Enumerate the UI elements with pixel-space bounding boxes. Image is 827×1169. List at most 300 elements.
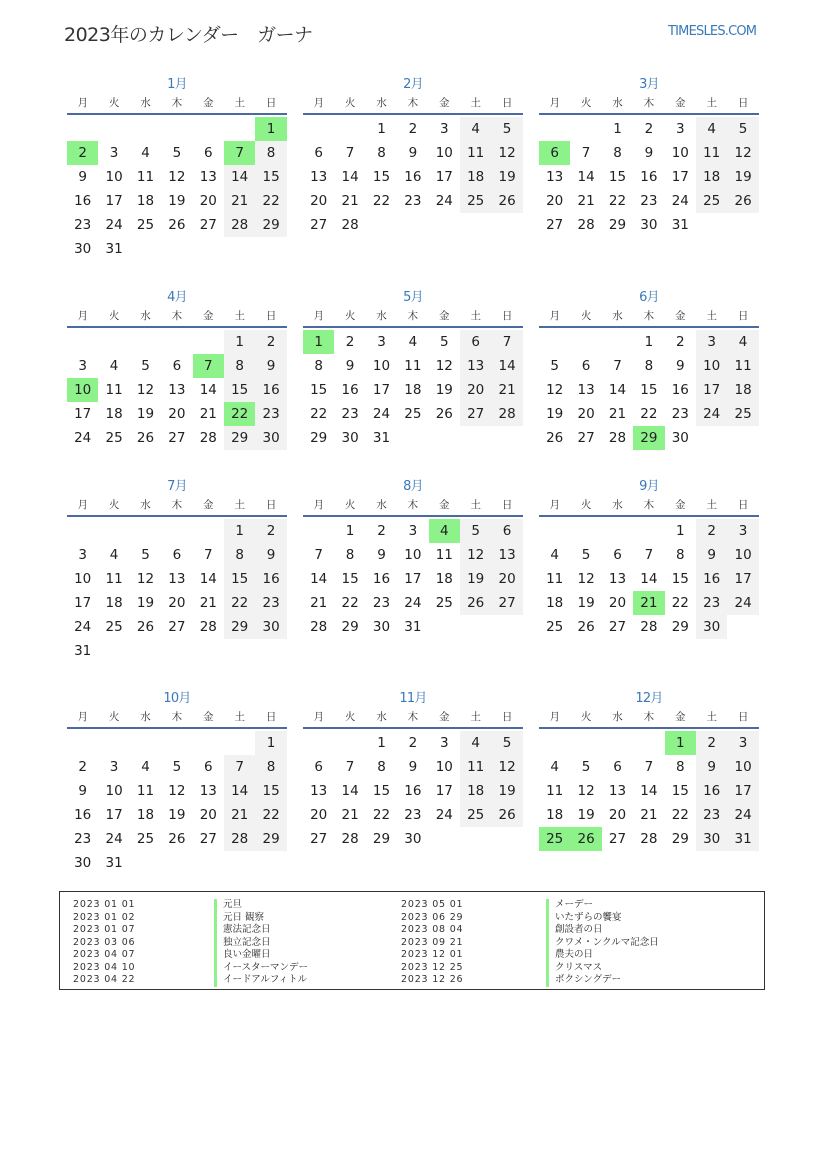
calendar-day[interactable]: 12 xyxy=(467,547,485,563)
calendar-day[interactable]: 5 xyxy=(439,334,449,350)
calendar-day[interactable]: 18 xyxy=(435,571,453,587)
calendar-day[interactable]: 7 xyxy=(644,547,654,563)
calendar-day[interactable]: 25 xyxy=(105,430,123,446)
calendar-day[interactable]: 28 xyxy=(310,619,328,635)
calendar-day[interactable]: 17 xyxy=(671,169,689,185)
calendar-day[interactable]: 13 xyxy=(168,571,186,587)
calendar-day[interactable]: 19 xyxy=(168,807,186,823)
calendar-day[interactable]: 24 xyxy=(74,430,92,446)
calendar-day[interactable]: 21 xyxy=(498,382,516,398)
calendar-day[interactable]: 25 xyxy=(136,217,155,233)
calendar-day[interactable]: 26 xyxy=(546,430,564,446)
calendar-day[interactable]: 29 xyxy=(372,831,391,847)
calendar-day[interactable]: 8 xyxy=(235,358,244,374)
calendar-day[interactable]: 2 xyxy=(707,523,716,539)
calendar-day[interactable]: 25 xyxy=(435,595,453,611)
calendar-day[interactable]: 26 xyxy=(577,619,595,635)
calendar-day[interactable]: 25 xyxy=(404,406,422,422)
calendar-day[interactable]: 4 xyxy=(471,735,480,751)
calendar-day[interactable]: 21 xyxy=(231,807,249,823)
calendar-day[interactable]: 11 xyxy=(546,571,564,587)
calendar-day[interactable]: 2 xyxy=(644,121,654,137)
calendar-day[interactable]: 30 xyxy=(671,430,689,446)
calendar-day[interactable]: 6 xyxy=(314,759,323,775)
calendar-day[interactable]: 6 xyxy=(613,547,622,563)
calendar-day[interactable]: 20 xyxy=(498,571,516,587)
calendar-day[interactable]: 22 xyxy=(608,193,627,209)
calendar-day[interactable]: 18 xyxy=(404,382,422,398)
calendar-day[interactable]: 14 xyxy=(231,169,249,185)
calendar-day[interactable]: 10 xyxy=(734,759,752,775)
calendar-day[interactable]: 24 xyxy=(734,595,752,611)
calendar-day[interactable]: 11 xyxy=(136,169,155,185)
calendar-day[interactable]: 12 xyxy=(734,145,752,161)
calendar-day[interactable]: 14 xyxy=(310,571,328,587)
holiday-day[interactable]: 7 xyxy=(193,354,224,378)
calendar-day[interactable]: 18 xyxy=(136,807,155,823)
holiday-day[interactable]: 29 xyxy=(633,426,664,450)
holiday-day[interactable]: 7 xyxy=(224,141,255,165)
calendar-day[interactable]: 13 xyxy=(608,783,627,799)
calendar-day[interactable]: 24 xyxy=(74,619,92,635)
calendar-day[interactable]: 25 xyxy=(467,193,485,209)
calendar-day[interactable]: 26 xyxy=(168,217,186,233)
calendar-day[interactable]: 17 xyxy=(734,571,752,587)
calendar-day[interactable]: 19 xyxy=(168,193,186,209)
calendar-day[interactable]: 19 xyxy=(577,807,595,823)
calendar-day[interactable]: 8 xyxy=(644,358,654,374)
calendar-day[interactable]: 2 xyxy=(377,523,386,539)
calendar-day[interactable]: 9 xyxy=(408,145,418,161)
calendar-day[interactable]: 19 xyxy=(136,595,155,611)
calendar-day[interactable]: 22 xyxy=(310,406,328,422)
calendar-day[interactable]: 24 xyxy=(734,807,752,823)
holiday-day[interactable]: 4 xyxy=(429,519,460,543)
calendar-day[interactable]: 13 xyxy=(608,571,627,587)
calendar-day[interactable]: 1 xyxy=(644,334,654,350)
calendar-day[interactable]: 11 xyxy=(105,382,123,398)
calendar-day[interactable]: 15 xyxy=(608,169,627,185)
calendar-day[interactable]: 13 xyxy=(310,169,328,185)
calendar-day[interactable]: 29 xyxy=(671,831,689,847)
calendar-day[interactable]: 12 xyxy=(435,358,453,374)
calendar-day[interactable]: 16 xyxy=(372,571,391,587)
calendar-day[interactable]: 19 xyxy=(136,406,155,422)
calendar-day[interactable]: 6 xyxy=(581,358,591,374)
calendar-day[interactable]: 30 xyxy=(640,217,658,233)
calendar-day[interactable]: 23 xyxy=(74,831,92,847)
calendar-day[interactable]: 6 xyxy=(203,145,213,161)
calendar-day[interactable]: 28 xyxy=(231,217,249,233)
calendar-day[interactable]: 14 xyxy=(640,571,658,587)
calendar-day[interactable]: 7 xyxy=(502,334,512,350)
calendar-day[interactable]: 16 xyxy=(74,807,92,823)
calendar-day[interactable]: 3 xyxy=(439,121,449,137)
calendar-day[interactable]: 14 xyxy=(231,783,249,799)
calendar-day[interactable]: 28 xyxy=(341,831,359,847)
calendar-day[interactable]: 2 xyxy=(266,334,276,350)
calendar-day[interactable]: 27 xyxy=(577,430,595,446)
calendar-day[interactable]: 20 xyxy=(467,382,485,398)
calendar-day[interactable]: 2 xyxy=(266,523,276,539)
calendar-day[interactable]: 1 xyxy=(613,121,622,137)
calendar-day[interactable]: 7 xyxy=(613,358,622,374)
calendar-day[interactable]: 10 xyxy=(671,145,689,161)
calendar-day[interactable]: 24 xyxy=(435,193,453,209)
calendar-day[interactable]: 8 xyxy=(675,547,685,563)
calendar-day[interactable]: 27 xyxy=(608,831,627,847)
calendar-day[interactable]: 21 xyxy=(310,595,328,611)
calendar-day[interactable]: 17 xyxy=(105,807,123,823)
calendar-day[interactable]: 5 xyxy=(502,121,512,137)
calendar-day[interactable]: 1 xyxy=(377,121,386,137)
calendar-day[interactable]: 20 xyxy=(199,807,217,823)
calendar-day[interactable]: 20 xyxy=(168,406,186,422)
calendar-day[interactable]: 27 xyxy=(608,619,627,635)
calendar-day[interactable]: 16 xyxy=(703,571,721,587)
calendar-day[interactable]: 30 xyxy=(404,831,422,847)
calendar-day[interactable]: 19 xyxy=(498,169,516,185)
calendar-day[interactable]: 18 xyxy=(546,595,564,611)
calendar-day[interactable]: 4 xyxy=(109,547,119,563)
calendar-day[interactable]: 1 xyxy=(235,334,244,350)
calendar-day[interactable]: 16 xyxy=(703,783,721,799)
calendar-day[interactable]: 3 xyxy=(78,547,87,563)
calendar-day[interactable]: 11 xyxy=(404,358,422,374)
calendar-day[interactable]: 12 xyxy=(168,783,186,799)
calendar-day[interactable]: 20 xyxy=(577,406,595,422)
calendar-day[interactable]: 12 xyxy=(136,571,155,587)
calendar-day[interactable]: 29 xyxy=(262,217,280,233)
calendar-day[interactable]: 17 xyxy=(734,783,752,799)
calendar-day[interactable]: 22 xyxy=(231,595,249,611)
calendar-day[interactable]: 2 xyxy=(675,334,685,350)
calendar-day[interactable]: 17 xyxy=(435,169,453,185)
calendar-day[interactable]: 9 xyxy=(377,547,386,563)
calendar-day[interactable]: 29 xyxy=(341,619,359,635)
calendar-day[interactable]: 3 xyxy=(109,145,119,161)
calendar-day[interactable]: 28 xyxy=(231,831,249,847)
calendar-day[interactable]: 6 xyxy=(471,334,480,350)
calendar-day[interactable]: 31 xyxy=(105,855,123,871)
calendar-day[interactable]: 22 xyxy=(372,807,391,823)
calendar-day[interactable]: 7 xyxy=(644,759,654,775)
calendar-day[interactable]: 2 xyxy=(408,121,418,137)
calendar-day[interactable]: 9 xyxy=(266,547,276,563)
calendar-day[interactable]: 26 xyxy=(498,193,516,209)
calendar-day[interactable]: 27 xyxy=(498,595,516,611)
calendar-day[interactable]: 8 xyxy=(314,358,323,374)
calendar-day[interactable]: 3 xyxy=(408,523,418,539)
calendar-day[interactable]: 21 xyxy=(199,406,217,422)
calendar-day[interactable]: 25 xyxy=(703,193,721,209)
calendar-day[interactable]: 24 xyxy=(435,807,453,823)
calendar-day[interactable]: 6 xyxy=(502,523,512,539)
calendar-day[interactable]: 11 xyxy=(136,783,155,799)
calendar-day[interactable]: 9 xyxy=(408,759,418,775)
calendar-day[interactable]: 14 xyxy=(341,783,359,799)
calendar-day[interactable]: 3 xyxy=(377,334,386,350)
calendar-day[interactable]: 26 xyxy=(136,430,155,446)
calendar-day[interactable]: 24 xyxy=(671,193,689,209)
calendar-day[interactable]: 26 xyxy=(498,807,516,823)
calendar-day[interactable]: 14 xyxy=(498,358,516,374)
calendar-day[interactable]: 24 xyxy=(703,406,721,422)
calendar-day[interactable]: 19 xyxy=(498,783,516,799)
calendar-day[interactable]: 15 xyxy=(262,783,280,799)
calendar-day[interactable]: 20 xyxy=(168,595,186,611)
calendar-day[interactable]: 5 xyxy=(141,358,150,374)
calendar-day[interactable]: 6 xyxy=(172,358,182,374)
calendar-day[interactable]: 8 xyxy=(266,145,276,161)
calendar-day[interactable]: 30 xyxy=(703,619,721,635)
calendar-day[interactable]: 5 xyxy=(172,145,182,161)
calendar-day[interactable]: 5 xyxy=(550,358,559,374)
calendar-day[interactable]: 28 xyxy=(608,430,627,446)
calendar-day[interactable]: 27 xyxy=(199,217,217,233)
holiday-day[interactable]: 25 xyxy=(539,827,570,851)
calendar-day[interactable]: 1 xyxy=(675,523,685,539)
calendar-day[interactable]: 15 xyxy=(262,169,280,185)
calendar-day[interactable]: 7 xyxy=(314,547,323,563)
calendar-day[interactable]: 14 xyxy=(577,169,595,185)
calendar-day[interactable]: 4 xyxy=(141,759,150,775)
calendar-day[interactable]: 9 xyxy=(675,358,685,374)
calendar-day[interactable]: 31 xyxy=(372,430,391,446)
holiday-day[interactable]: 26 xyxy=(570,827,601,851)
calendar-day[interactable]: 29 xyxy=(231,430,249,446)
calendar-day[interactable]: 17 xyxy=(703,382,721,398)
calendar-day[interactable]: 23 xyxy=(262,406,280,422)
calendar-day[interactable]: 5 xyxy=(581,759,591,775)
calendar-day[interactable]: 31 xyxy=(671,217,689,233)
calendar-day[interactable]: 30 xyxy=(341,430,359,446)
calendar-day[interactable]: 19 xyxy=(467,571,485,587)
calendar-day[interactable]: 22 xyxy=(262,807,280,823)
calendar-day[interactable]: 14 xyxy=(608,382,627,398)
calendar-day[interactable]: 15 xyxy=(372,169,391,185)
calendar-day[interactable]: 22 xyxy=(671,807,689,823)
calendar-day[interactable]: 2 xyxy=(345,334,355,350)
calendar-day[interactable]: 15 xyxy=(231,571,249,587)
calendar-day[interactable]: 3 xyxy=(439,735,449,751)
calendar-day[interactable]: 4 xyxy=(550,547,559,563)
calendar-day[interactable]: 20 xyxy=(310,193,328,209)
calendar-day[interactable]: 9 xyxy=(78,169,87,185)
calendar-day[interactable]: 12 xyxy=(498,145,516,161)
calendar-day[interactable]: 3 xyxy=(738,523,748,539)
calendar-day[interactable]: 17 xyxy=(74,595,92,611)
calendar-day[interactable]: 24 xyxy=(105,831,123,847)
calendar-day[interactable]: 9 xyxy=(707,759,716,775)
calendar-day[interactable]: 10 xyxy=(74,571,92,587)
calendar-day[interactable]: 31 xyxy=(404,619,422,635)
calendar-day[interactable]: 4 xyxy=(707,121,716,137)
calendar-day[interactable]: 15 xyxy=(372,783,391,799)
calendar-day[interactable]: 11 xyxy=(734,358,752,374)
calendar-day[interactable]: 20 xyxy=(310,807,328,823)
calendar-day[interactable]: 26 xyxy=(467,595,485,611)
calendar-day[interactable]: 26 xyxy=(168,831,186,847)
calendar-day[interactable]: 14 xyxy=(341,169,359,185)
calendar-day[interactable]: 19 xyxy=(546,406,564,422)
calendar-day[interactable]: 23 xyxy=(262,595,280,611)
calendar-day[interactable]: 21 xyxy=(640,807,658,823)
calendar-day[interactable]: 4 xyxy=(738,334,748,350)
calendar-day[interactable]: 30 xyxy=(262,430,280,446)
calendar-day[interactable]: 17 xyxy=(404,571,422,587)
calendar-day[interactable]: 17 xyxy=(74,406,92,422)
calendar-day[interactable]: 13 xyxy=(310,783,328,799)
calendar-day[interactable]: 22 xyxy=(262,193,280,209)
calendar-day[interactable]: 18 xyxy=(467,783,485,799)
calendar-day[interactable]: 15 xyxy=(671,571,689,587)
calendar-day[interactable]: 13 xyxy=(199,783,217,799)
calendar-day[interactable]: 9 xyxy=(707,547,716,563)
calendar-day[interactable]: 29 xyxy=(262,831,280,847)
calendar-day[interactable]: 1 xyxy=(377,735,386,751)
calendar-day[interactable]: 4 xyxy=(408,334,418,350)
calendar-day[interactable]: 11 xyxy=(435,547,453,563)
calendar-day[interactable]: 23 xyxy=(404,193,422,209)
calendar-day[interactable]: 22 xyxy=(341,595,359,611)
calendar-day[interactable]: 30 xyxy=(703,831,721,847)
calendar-day[interactable]: 9 xyxy=(78,783,87,799)
calendar-day[interactable]: 8 xyxy=(266,759,276,775)
calendar-day[interactable]: 25 xyxy=(105,619,123,635)
calendar-day[interactable]: 27 xyxy=(168,430,186,446)
calendar-day[interactable]: 31 xyxy=(105,241,123,257)
calendar-day[interactable]: 12 xyxy=(546,382,564,398)
holiday-day[interactable]: 1 xyxy=(665,731,696,755)
calendar-day[interactable]: 19 xyxy=(577,595,595,611)
calendar-day[interactable]: 6 xyxy=(314,145,323,161)
calendar-day[interactable]: 30 xyxy=(372,619,391,635)
calendar-day[interactable]: 13 xyxy=(577,382,595,398)
calendar-day[interactable]: 18 xyxy=(105,406,123,422)
calendar-day[interactable]: 20 xyxy=(546,193,564,209)
calendar-day[interactable]: 28 xyxy=(199,619,217,635)
calendar-day[interactable]: 14 xyxy=(199,382,217,398)
calendar-day[interactable]: 12 xyxy=(577,783,595,799)
calendar-day[interactable]: 23 xyxy=(640,193,658,209)
calendar-day[interactable]: 14 xyxy=(640,783,658,799)
calendar-day[interactable]: 31 xyxy=(74,643,92,659)
calendar-day[interactable]: 18 xyxy=(136,193,155,209)
calendar-day[interactable]: 2 xyxy=(78,759,87,775)
calendar-day[interactable]: 22 xyxy=(640,406,658,422)
calendar-day[interactable]: 21 xyxy=(341,193,359,209)
calendar-day[interactable]: 10 xyxy=(105,169,123,185)
calendar-day[interactable]: 10 xyxy=(404,547,422,563)
calendar-day[interactable]: 15 xyxy=(671,783,689,799)
calendar-day[interactable]: 23 xyxy=(341,406,359,422)
calendar-day[interactable]: 10 xyxy=(372,358,391,374)
calendar-day[interactable]: 16 xyxy=(341,382,359,398)
calendar-day[interactable]: 16 xyxy=(262,382,280,398)
calendar-day[interactable]: 2 xyxy=(408,735,418,751)
holiday-day[interactable]: 10 xyxy=(67,378,98,402)
calendar-day[interactable]: 15 xyxy=(310,382,328,398)
calendar-day[interactable]: 11 xyxy=(467,759,485,775)
calendar-day[interactable]: 1 xyxy=(235,523,244,539)
calendar-day[interactable]: 10 xyxy=(703,358,721,374)
calendar-day[interactable]: 5 xyxy=(738,121,748,137)
calendar-day[interactable]: 21 xyxy=(199,595,217,611)
calendar-day[interactable]: 12 xyxy=(136,382,155,398)
calendar-day[interactable]: 3 xyxy=(78,358,87,374)
calendar-day[interactable]: 4 xyxy=(141,145,150,161)
calendar-day[interactable]: 30 xyxy=(74,241,92,257)
calendar-day[interactable]: 16 xyxy=(671,382,689,398)
calendar-day[interactable]: 9 xyxy=(644,145,654,161)
calendar-day[interactable]: 6 xyxy=(613,759,622,775)
calendar-day[interactable]: 10 xyxy=(435,145,453,161)
calendar-day[interactable]: 18 xyxy=(703,169,721,185)
calendar-day[interactable]: 5 xyxy=(502,735,512,751)
calendar-day[interactable]: 7 xyxy=(345,759,355,775)
calendar-day[interactable]: 25 xyxy=(546,619,564,635)
calendar-day[interactable]: 16 xyxy=(404,783,422,799)
calendar-day[interactable]: 7 xyxy=(235,759,244,775)
calendar-day[interactable]: 3 xyxy=(707,334,716,350)
calendar-day[interactable]: 25 xyxy=(467,807,485,823)
calendar-day[interactable]: 29 xyxy=(671,619,689,635)
calendar-day[interactable]: 12 xyxy=(168,169,186,185)
calendar-day[interactable]: 7 xyxy=(203,547,213,563)
calendar-day[interactable]: 21 xyxy=(341,807,359,823)
holiday-day[interactable]: 6 xyxy=(539,141,570,165)
calendar-day[interactable]: 3 xyxy=(675,121,685,137)
calendar-day[interactable]: 11 xyxy=(467,145,485,161)
calendar-day[interactable]: 7 xyxy=(345,145,355,161)
calendar-day[interactable]: 11 xyxy=(546,783,564,799)
calendar-day[interactable]: 12 xyxy=(498,759,516,775)
calendar-day[interactable]: 13 xyxy=(546,169,564,185)
calendar-day[interactable]: 22 xyxy=(671,595,689,611)
calendar-day[interactable]: 13 xyxy=(168,382,186,398)
calendar-day[interactable]: 6 xyxy=(172,547,182,563)
calendar-day[interactable]: 23 xyxy=(671,406,689,422)
calendar-day[interactable]: 17 xyxy=(105,193,123,209)
calendar-day[interactable]: 27 xyxy=(310,831,328,847)
calendar-day[interactable]: 24 xyxy=(404,595,422,611)
calendar-day[interactable]: 16 xyxy=(74,193,92,209)
calendar-day[interactable]: 11 xyxy=(105,571,123,587)
calendar-day[interactable]: 11 xyxy=(703,145,721,161)
calendar-day[interactable]: 21 xyxy=(608,406,627,422)
calendar-day[interactable]: 7 xyxy=(581,145,591,161)
calendar-day[interactable]: 20 xyxy=(199,193,217,209)
calendar-day[interactable]: 12 xyxy=(577,571,595,587)
calendar-day[interactable]: 2 xyxy=(707,735,716,751)
calendar-day[interactable]: 1 xyxy=(266,735,276,751)
calendar-day[interactable]: 15 xyxy=(341,571,359,587)
calendar-day[interactable]: 10 xyxy=(734,547,752,563)
calendar-day[interactable]: 19 xyxy=(734,169,752,185)
calendar-day[interactable]: 16 xyxy=(262,571,280,587)
calendar-day[interactable]: 24 xyxy=(372,406,391,422)
site-logo[interactable]: TIMESLES.COM xyxy=(668,24,757,39)
calendar-day[interactable]: 18 xyxy=(546,807,564,823)
calendar-day[interactable]: 1 xyxy=(345,523,355,539)
calendar-day[interactable]: 26 xyxy=(136,619,155,635)
calendar-day[interactable]: 29 xyxy=(310,430,328,446)
calendar-day[interactable]: 23 xyxy=(372,595,391,611)
calendar-day[interactable]: 4 xyxy=(471,121,480,137)
calendar-day[interactable]: 26 xyxy=(435,406,453,422)
holiday-day[interactable]: 21 xyxy=(633,591,664,615)
